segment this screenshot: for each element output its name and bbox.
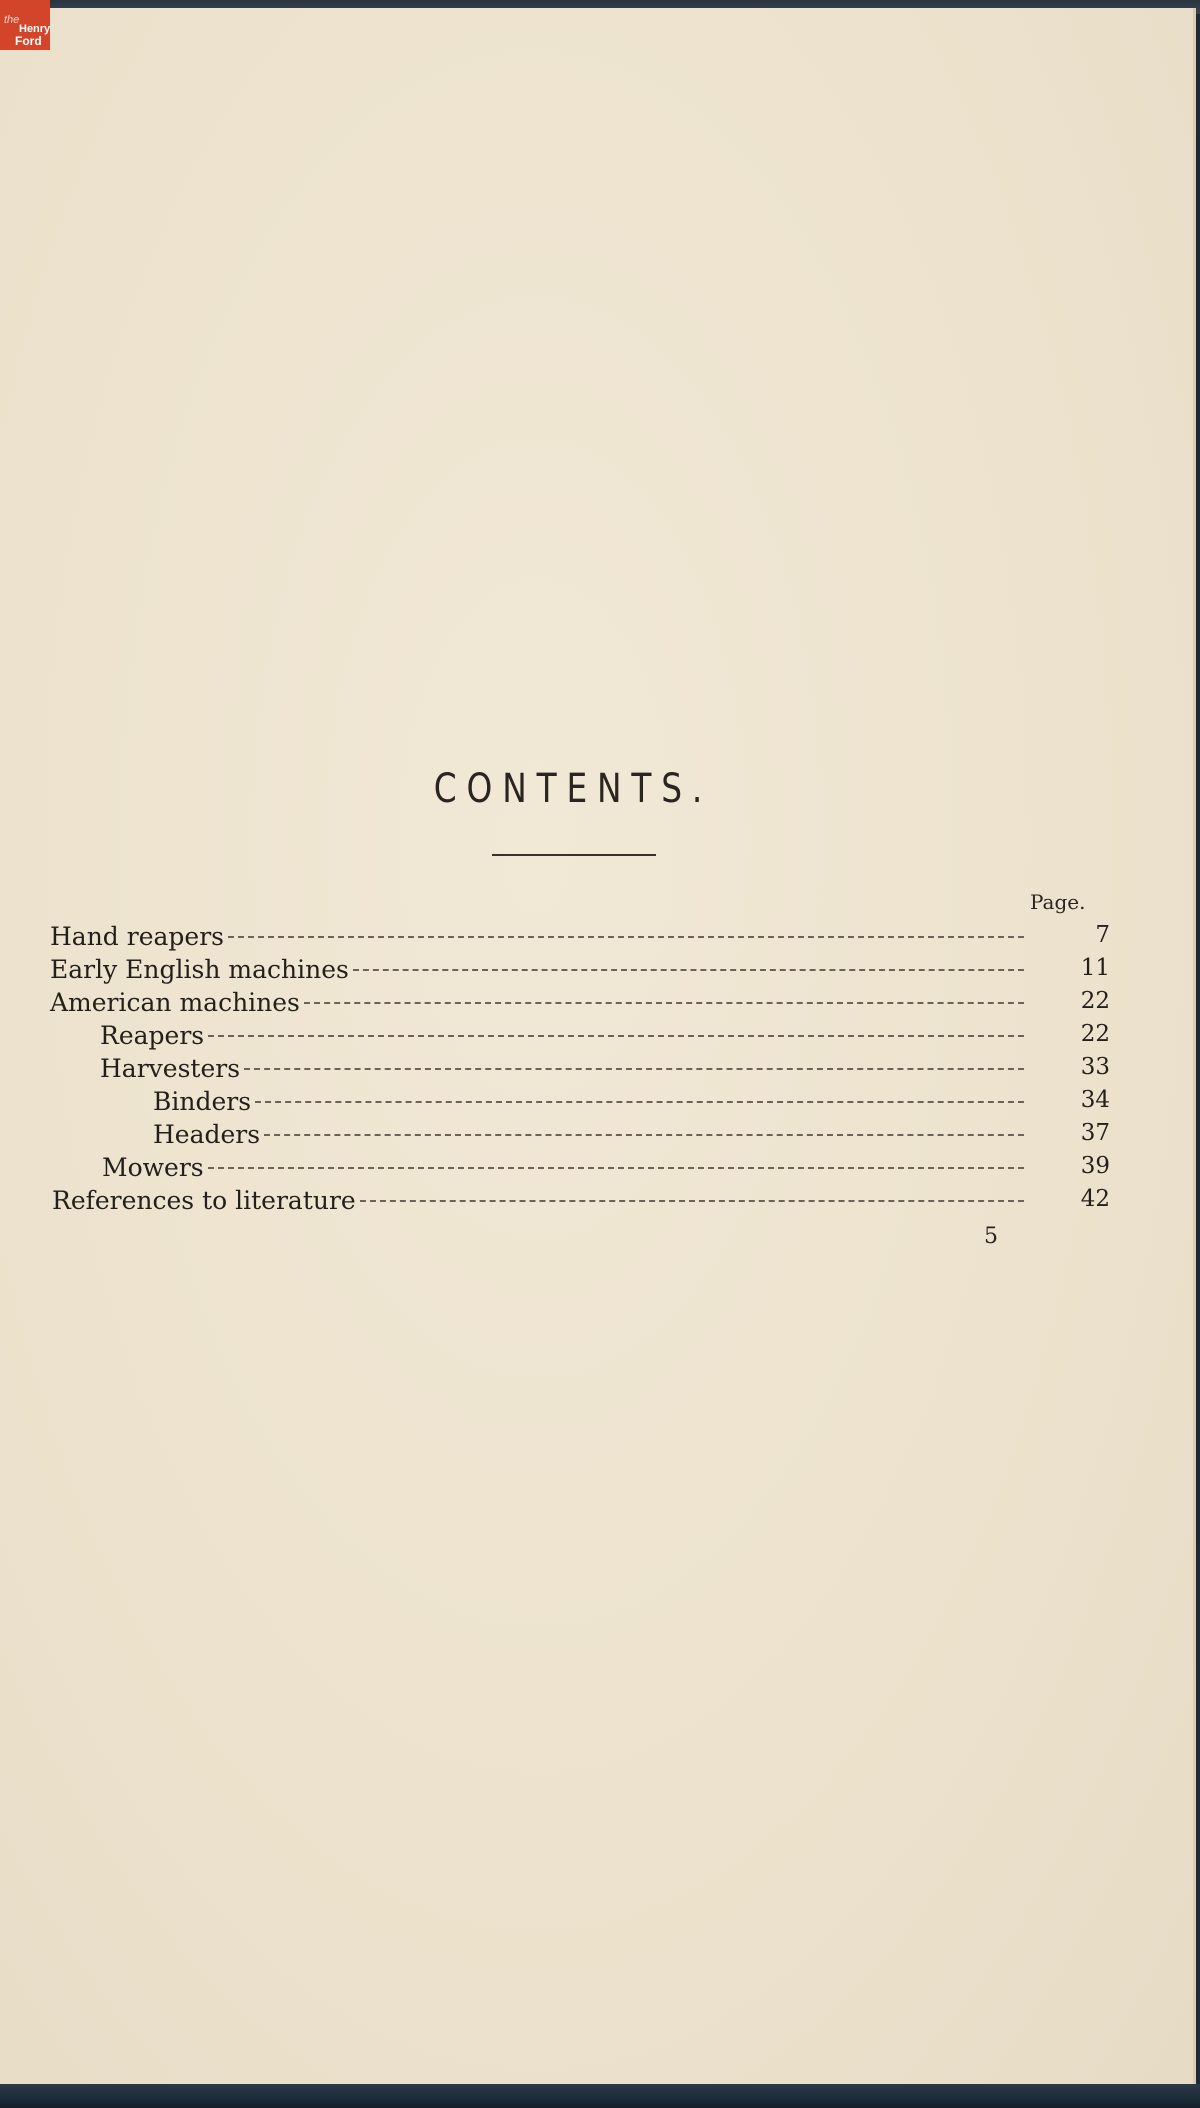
toc-entry-page: 22 [1080, 1021, 1110, 1047]
toc-entry-label: Headers [153, 1120, 261, 1149]
toc-entry [50, 922, 1110, 955]
toc-entry-page: 33 [1080, 1054, 1110, 1080]
toc-entry-page: 22 [1080, 988, 1110, 1014]
dot-leader [255, 1101, 1024, 1103]
toc-entry [153, 1087, 1110, 1120]
toc-entry [50, 988, 1110, 1021]
toc-entry [100, 1021, 1110, 1054]
toc-entry-page: 37 [1080, 1120, 1110, 1146]
book-bottom-edge [0, 2084, 1200, 2108]
logo-text-henry: Henry [19, 23, 51, 35]
dot-leader [208, 1035, 1024, 1037]
toc-entry [50, 955, 1110, 988]
dot-leader [208, 1167, 1024, 1169]
toc-entry-label: Mowers [102, 1153, 204, 1182]
page-column-label: Page. [1030, 890, 1086, 914]
page-number: 5 [984, 1224, 998, 1249]
toc-entry-label: Reapers [100, 1021, 205, 1050]
toc-entry-page: 39 [1080, 1153, 1110, 1179]
toc-entry-page: 7 [1095, 922, 1110, 948]
dot-leader [228, 936, 1024, 938]
toc-entry-page: 42 [1080, 1186, 1110, 1212]
table-of-contents [0, 8, 1196, 1308]
dot-leader [304, 1002, 1024, 1004]
logo-text-ford: Ford [15, 34, 42, 48]
toc-entry-label: Harvesters [100, 1054, 241, 1083]
toc-entry-page: 11 [1080, 955, 1110, 981]
toc-entry [153, 1120, 1110, 1153]
toc-entry-label: References to literature [52, 1186, 356, 1215]
dot-leader [264, 1134, 1024, 1136]
book-page [0, 8, 1196, 2084]
logo-text-the: the [4, 14, 20, 26]
toc-entry [52, 1186, 1110, 1219]
toc-entry-label: American machines [50, 988, 300, 1017]
dot-leader [360, 1200, 1024, 1202]
toc-entry [100, 1054, 1110, 1087]
toc-entry-page: 34 [1080, 1087, 1110, 1113]
toc-entry-label: Binders [153, 1087, 252, 1116]
toc-entry-label: Hand reapers [50, 922, 224, 951]
page-title: CONTENTS. [433, 766, 713, 812]
toc-entry [102, 1153, 1110, 1186]
dot-leader [353, 969, 1024, 971]
dot-leader [244, 1068, 1024, 1070]
toc-entry-label: Early English machines [50, 955, 349, 984]
henry-ford-logo [0, 0, 50, 50]
